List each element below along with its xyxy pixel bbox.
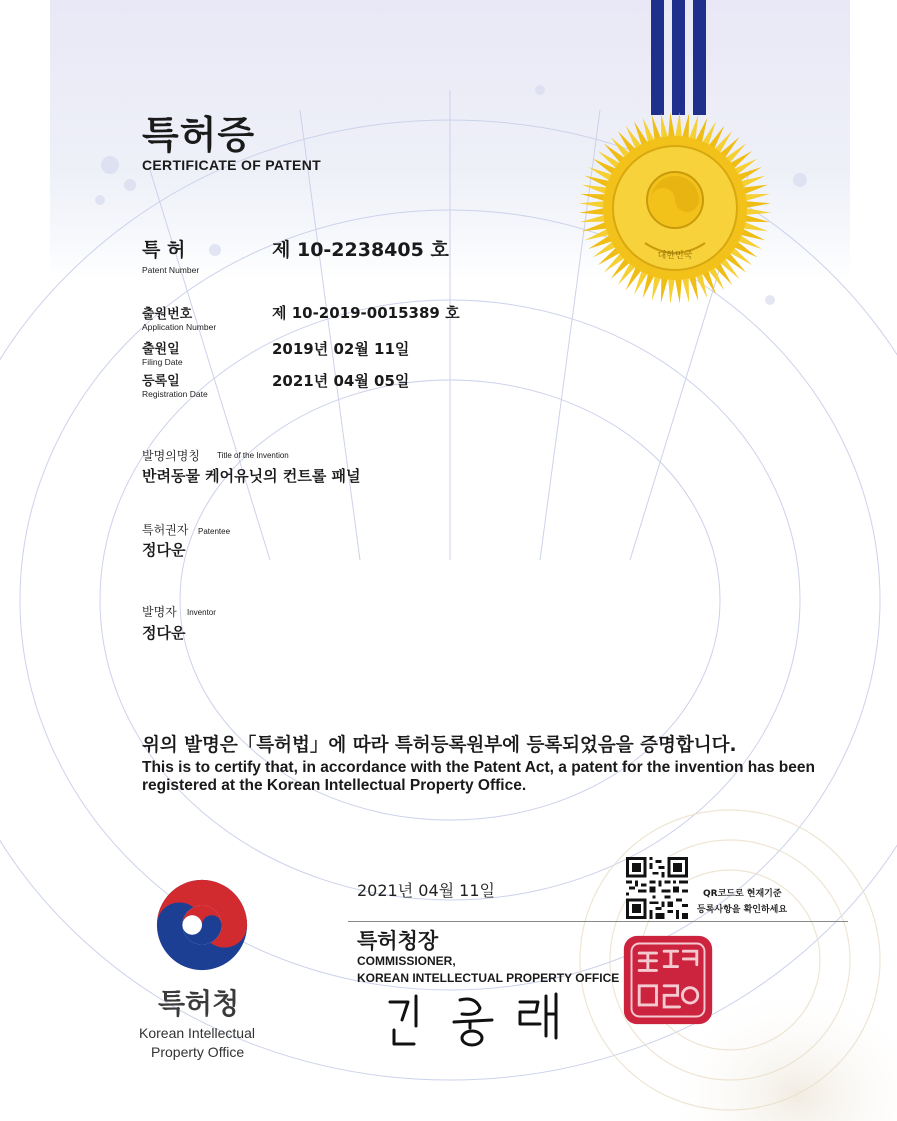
filing-date-label-en: Filing Date [142,357,183,367]
medal-ray [675,112,682,138]
medal-ray [579,208,605,215]
medal-ray [689,275,699,301]
medal-ray [689,115,699,141]
filing-date-label: 출원일 [142,342,180,357]
medal-ray [582,185,608,195]
certification-statement-kr: 위의 발명은「특허법」에 따라 특허등록원부에 등록되었음을 증명합니다. [142,735,737,756]
kipo-taegeuk-logo [153,876,251,974]
medal-ray [668,278,675,304]
page-title: 특허증 [142,113,256,157]
medal-ray [744,194,770,201]
logo-name-en-line2: Property Office [151,1044,245,1060]
page-subtitle: CERTIFICATE OF PATENT [142,157,321,173]
medal-ray [661,113,668,139]
application-number-value: 제 10-2019-0015389 호 [272,304,460,322]
filing-date-value: 2019년 02월 11일 [272,340,410,358]
inventor-label-en: Inventor [187,608,216,617]
signature-handwritten [380,990,580,1050]
emblem-text: 대한민국 [657,251,693,261]
qr-note-line1: QR코드로 현재기준 [703,889,782,899]
application-number-label: 출원번호 [142,307,193,322]
inventor-label: 발명자 [142,605,177,619]
medal-ray [675,278,682,304]
medal-ray [682,113,689,139]
patent-number-label: 특 허 [142,239,186,261]
inventor-value: 정다운 [142,624,186,642]
medal-ray [745,208,771,215]
logo-name-kr: 특허청 [158,987,240,1020]
medal-ray [742,185,768,195]
medal-ray [744,215,770,222]
medal-ray [582,222,608,232]
qr-code[interactable] [626,857,688,919]
official-red-seal [620,932,716,1028]
patentee-label: 특허권자 [142,523,189,537]
invention-label-en: Title of the Invention [217,451,289,460]
ribbon-stripe [651,0,664,115]
signature-divider [348,921,848,922]
commissioner-title-kr: 특허청장 [357,929,439,953]
invention-label: 발명의명칭 [142,449,200,463]
invention-title-value: 반려동물 케어유닛의 컨트롤 패널 [142,467,361,485]
application-number-label-en: Application Number [142,322,217,332]
registration-date-label: 등록일 [142,374,180,389]
medal-ray [652,275,662,301]
medal-ray [652,115,662,141]
patent-number-value: 제 10-2238405 호 [272,239,449,261]
qr-note-line2: 등록사항을 확인하세요 [697,905,788,915]
medal-ray [682,277,689,303]
medal-ray [580,215,606,222]
medal-ray [661,277,668,303]
gold-medal-emblem [575,108,775,308]
patent-number-label-en: Patent Number [142,265,200,275]
medal-ray [745,201,771,208]
logo-name-en-line1: Korean Intellectual [139,1025,255,1041]
medal-ray [742,222,768,232]
commissioner-title-en-2: KOREAN INTELLECTUAL PROPERTY OFFICE [357,971,620,985]
ribbon-stripe [693,0,706,115]
issue-date: 2021년 04월 11일 [357,881,495,900]
registration-date-value: 2021년 04월 05일 [272,372,410,390]
medal-ray [580,194,606,201]
commissioner-title-en-1: COMMISSIONER, [357,954,456,968]
certification-statement-en: This is to certify that, in accordance with the Patent Act, a patent for the invention has been registered at the Korean Intellectual Property Office. [142,759,815,794]
medal-ray [579,201,605,208]
patentee-value: 정다운 [142,541,186,559]
medal-ray [668,112,675,138]
ribbon-stripe [672,0,685,115]
patentee-label-en: Patentee [198,527,231,536]
registration-date-label-en: Registration Date [142,389,208,399]
